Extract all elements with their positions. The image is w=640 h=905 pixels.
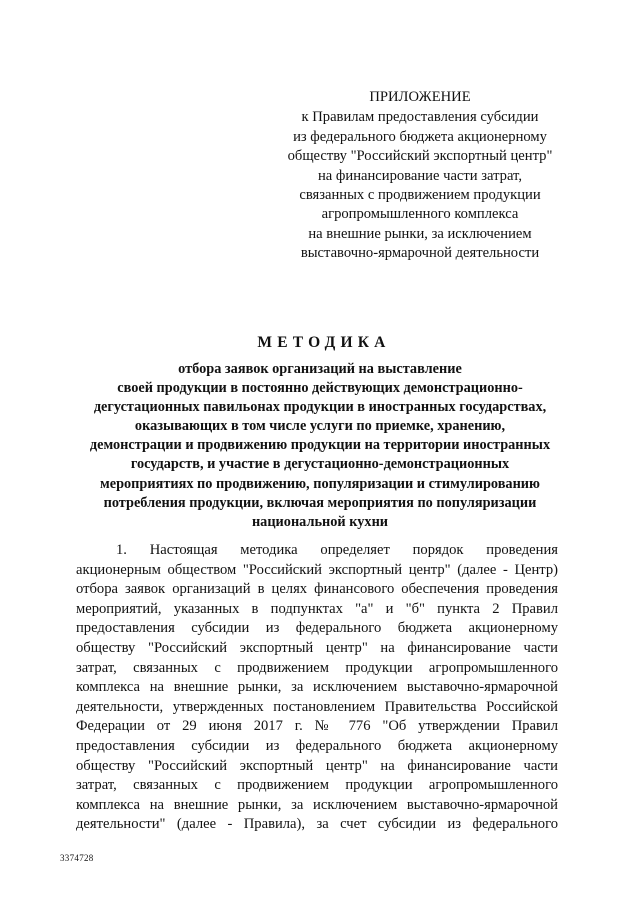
annex-block [270,88,570,264]
paragraph-line: 1. Настоящая методика определяет порядок проведения [116,542,558,558]
document-subtitle-line: оказывающих в том числе услуги по приемке, хранению, [134,418,506,435]
document-subtitle-line: демонстрации и продвижению продукции на территории иностранных [89,437,551,454]
document-subtitle-line: потребления продукции, включая мероприятия по популяризации [103,494,537,511]
paragraph-line: обществу "Российский экспортный центр" на финансирование части [76,639,558,656]
document-title: МЕТОДИКА [257,334,391,351]
document-heading [60,334,580,532]
document-number: 3374728 [60,853,94,863]
annex-line: обществу "Российский экспортный центр" [287,148,553,165]
annex-line: агропромышленного комплекса [321,206,519,223]
paragraph-line: деятельности" (далее - Правила), за счет субсидии из федерального [76,816,558,833]
document-subtitle-line: своей продукции в постоянно действующих демонстрационно- [117,380,523,397]
paragraph-line: комплекса на внешние рынки, за исключением выставочно-ярмарочной [76,679,558,696]
document-subtitle-line: отбора заявок организаций на выставление [178,361,462,377]
document-subtitle-line: государств, и участие в дегустационно-демонстрационных [130,456,510,473]
body-paragraph [76,541,558,835]
annex-line: связанных с продвижением продукции [299,187,541,204]
paragraph-line: предоставления субсидии из федерального бюджета акционерному [76,737,558,754]
paragraph-line: Федерации от 29 июня 2017 г. № 776 "Об утверждении Правил [76,718,558,735]
paragraph-line: отбора заявок организаций в целях финансового обеспечения проведения [76,581,558,598]
document-subtitle-line: мероприятиях по продвижению, популяризации и стимулированию [100,475,540,492]
paragraph-line: предоставления субсидии из федерального бюджета акционерному [76,620,558,637]
paragraph-line: деятельности, утвержденных постановлением Правительства Российской [76,698,558,715]
annex-line: выставочно-ярмарочной деятельности [300,245,540,262]
document-subtitle-line: дегустационных павильонах продукции в иностранных государствах, [93,399,547,416]
annex-line: к Правилам предоставления субсидии [301,109,539,126]
annex-line: на внешние рынки, за исключением [308,225,532,242]
paragraph-line: обществу "Российский экспортный центр" на финансирование части [76,757,558,774]
document-subtitle-line: национальной кухни [251,513,389,530]
paragraph-line: акционерным обществом "Российский экспортный центр" (далее - Центр) [76,561,558,578]
annex-title: ПРИЛОЖЕНИЕ [369,89,471,105]
annex-line: на финансирование части затрат, [318,167,522,184]
paragraph-line: затрат, связанных с продвижением продукции агропромышленного [76,659,558,676]
paragraph-line: мероприятий, указанных в подпунктах "а" и "б" пункта 2 Правил [76,600,558,617]
annex-line: из федерального бюджета акционерному [293,128,547,145]
paragraph-line: комплекса на внешние рынки, за исключением выставочно-ярмарочной [76,796,558,813]
paragraph-line: затрат, связанных с продвижением продукции агропромышленного [76,777,558,794]
